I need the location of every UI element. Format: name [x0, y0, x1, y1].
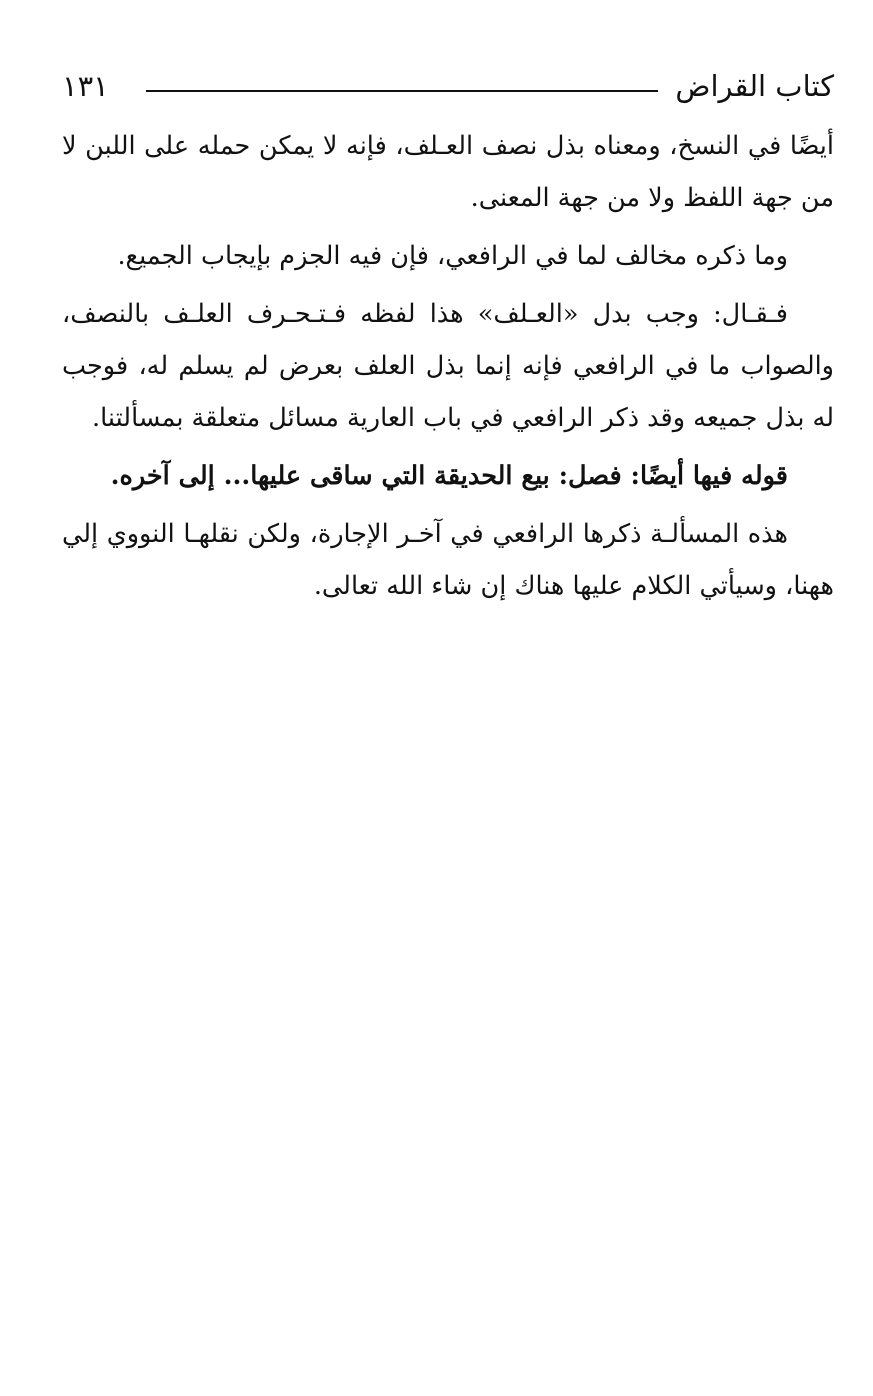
paragraph-section-note: هذه المسألـة ذكرها الرافعي في آخـر الإجارة، ولكن نقلهـا النووي إلي ههنا، وسيأتي الكلام عليها هناك إن شاء الله تعالى. — [62, 519, 834, 601]
chapter-title: كتاب القراض — [675, 69, 834, 103]
paragraph-correction: فـقـال: وجب بدل «العـلف» هذا لفظه فـتـحـرف العلـف بالنصف، والصواب ما في الرافعي فإنه إنما بذل العلف بعرض لم يسلم له، فوجب له بذل جميعه وقد ذكر الرافعي في باب العارية مسائل متعلقة بمسألتنا. — [62, 299, 834, 433]
running-header — [62, 66, 834, 112]
paragraph-commentary: وما ذكره مخالف لما في الرافعي، فإن فيه الجزم بإيجاب الجميع. — [117, 241, 788, 271]
page-number: ١٣١ — [62, 69, 109, 103]
body-text — [62, 120, 834, 618]
paragraph-continuation: أيضًا في النسخ، ومعناه بذل نصف العـلف، فإنه لا يمكن حمله على اللبن لا من جهة اللفظ ولا من جهة المعنى. — [62, 131, 834, 213]
header-rule — [146, 90, 658, 92]
section-heading: قوله فيها أيضًا: فصل: بيع الحديقة التي ساقى عليها... إلى آخره. — [110, 461, 788, 491]
